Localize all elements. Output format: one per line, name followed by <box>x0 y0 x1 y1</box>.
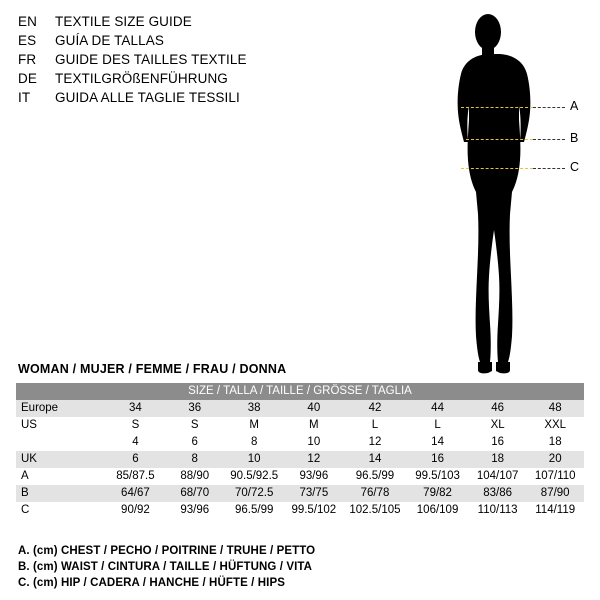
cell: 34 <box>106 400 165 417</box>
row-label: C <box>16 502 106 519</box>
cell: 10 <box>224 451 284 468</box>
language-code: ES <box>18 33 37 48</box>
table-row <box>16 468 584 485</box>
cell: S <box>106 417 165 434</box>
cell: 40 <box>284 400 344 417</box>
cell: XL <box>469 417 527 434</box>
language-row <box>18 71 348 90</box>
table-row <box>16 502 584 519</box>
cell: 14 <box>344 451 407 468</box>
table-header-row <box>16 383 584 400</box>
row-label <box>16 434 106 451</box>
cell: L <box>406 417 469 434</box>
cell: S <box>165 417 224 434</box>
legend-item-a: A. (cm) CHEST / PECHO / POITRINE / TRUHE / PETTO <box>18 545 316 557</box>
cell: 99.5/103 <box>406 468 469 485</box>
cell: 110/113 <box>469 502 527 519</box>
cell: 102.5/105 <box>344 502 407 519</box>
cell: 4 <box>106 434 165 451</box>
cell: 6 <box>165 434 224 451</box>
language-code: DE <box>18 71 37 86</box>
row-label: UK <box>16 451 106 468</box>
language-row <box>18 14 348 33</box>
measure-leader-hip <box>533 168 565 169</box>
cell: 90.5/92.5 <box>224 468 284 485</box>
cell: 18 <box>469 451 527 468</box>
measure-line-chest <box>461 107 533 108</box>
cell: 76/78 <box>344 485 407 502</box>
language-code: EN <box>18 14 37 29</box>
cell: L <box>344 417 407 434</box>
language-title: TEXTILGRÖßENFÜHRUNG <box>55 71 228 86</box>
cell: 48 <box>526 400 584 417</box>
language-code: FR <box>18 52 37 67</box>
cell: 87/90 <box>526 485 584 502</box>
measure-label-a: A <box>570 99 579 113</box>
language-row <box>18 90 348 109</box>
cell: XXL <box>526 417 584 434</box>
cell: 6 <box>106 451 165 468</box>
table-header-label: SIZE / TALLA / TAILLE / GRÖSSE / TAGLIA <box>16 383 584 400</box>
cell: 14 <box>406 434 469 451</box>
language-code: IT <box>18 90 31 105</box>
body-figure-diagram <box>420 8 595 378</box>
cell: 70/72.5 <box>224 485 284 502</box>
cell: 79/82 <box>406 485 469 502</box>
row-label: Europe <box>16 400 106 417</box>
cell: 99.5/102 <box>284 502 344 519</box>
cell: 107/110 <box>526 468 584 485</box>
language-title: GUÍA DE TALLAS <box>55 33 164 48</box>
cell: 18 <box>526 434 584 451</box>
measure-label-c: C <box>570 160 580 174</box>
measure-label-b: B <box>570 131 579 145</box>
cell: 38 <box>224 400 284 417</box>
cell: 16 <box>469 434 527 451</box>
measure-line-waist <box>466 139 533 140</box>
section-title-woman: WOMAN / MUJER / FEMME / FRAU / DONNA <box>18 362 287 376</box>
row-label: B <box>16 485 106 502</box>
cell: 10 <box>284 434 344 451</box>
language-title: TEXTILE SIZE GUIDE <box>55 14 192 29</box>
cell: 46 <box>469 400 527 417</box>
cell: 96.5/99 <box>344 468 407 485</box>
cell: 73/75 <box>284 485 344 502</box>
table-row <box>16 434 584 451</box>
language-row <box>18 33 348 52</box>
table-row <box>16 485 584 502</box>
measure-leader-chest <box>533 107 565 108</box>
table-row <box>16 400 584 417</box>
cell: 93/96 <box>165 502 224 519</box>
language-title: GUIDE DES TAILLES TEXTILE <box>55 52 247 67</box>
cell: 114/119 <box>526 502 584 519</box>
cell: 16 <box>406 451 469 468</box>
cell: 104/107 <box>469 468 527 485</box>
language-row <box>18 52 348 71</box>
legend-item-c: C. (cm) HIP / CADERA / HANCHE / HÜFTE / HIPS <box>18 577 286 589</box>
cell: 68/70 <box>165 485 224 502</box>
size-chart-table <box>16 383 584 519</box>
cell: 44 <box>406 400 469 417</box>
cell: 20 <box>526 451 584 468</box>
cell: 8 <box>224 434 284 451</box>
row-label: US <box>16 417 106 434</box>
measure-leader-waist <box>533 139 565 140</box>
cell: 12 <box>284 451 344 468</box>
table-row <box>16 417 584 434</box>
cell: 83/86 <box>469 485 527 502</box>
cell: 12 <box>344 434 407 451</box>
table-row <box>16 451 584 468</box>
cell: 90/92 <box>106 502 165 519</box>
cell: 93/96 <box>284 468 344 485</box>
female-silhouette-icon <box>420 8 595 378</box>
measurement-legend <box>18 543 315 591</box>
cell: 88/90 <box>165 468 224 485</box>
language-title: GUIDA ALLE TAGLIE TESSILI <box>55 90 240 105</box>
cell: M <box>224 417 284 434</box>
cell: 8 <box>165 451 224 468</box>
cell: M <box>284 417 344 434</box>
legend-item-b: B. (cm) WAIST / CINTURA / TAILLE / HÜFTUNG / VITA <box>18 561 313 573</box>
cell: 85/87.5 <box>106 468 165 485</box>
measure-line-hip <box>461 168 533 169</box>
cell: 42 <box>344 400 407 417</box>
row-label: A <box>16 468 106 485</box>
cell: 106/109 <box>406 502 469 519</box>
cell: 64/67 <box>106 485 165 502</box>
cell: 36 <box>165 400 224 417</box>
cell: 96.5/99 <box>224 502 284 519</box>
language-title-list <box>18 14 348 109</box>
